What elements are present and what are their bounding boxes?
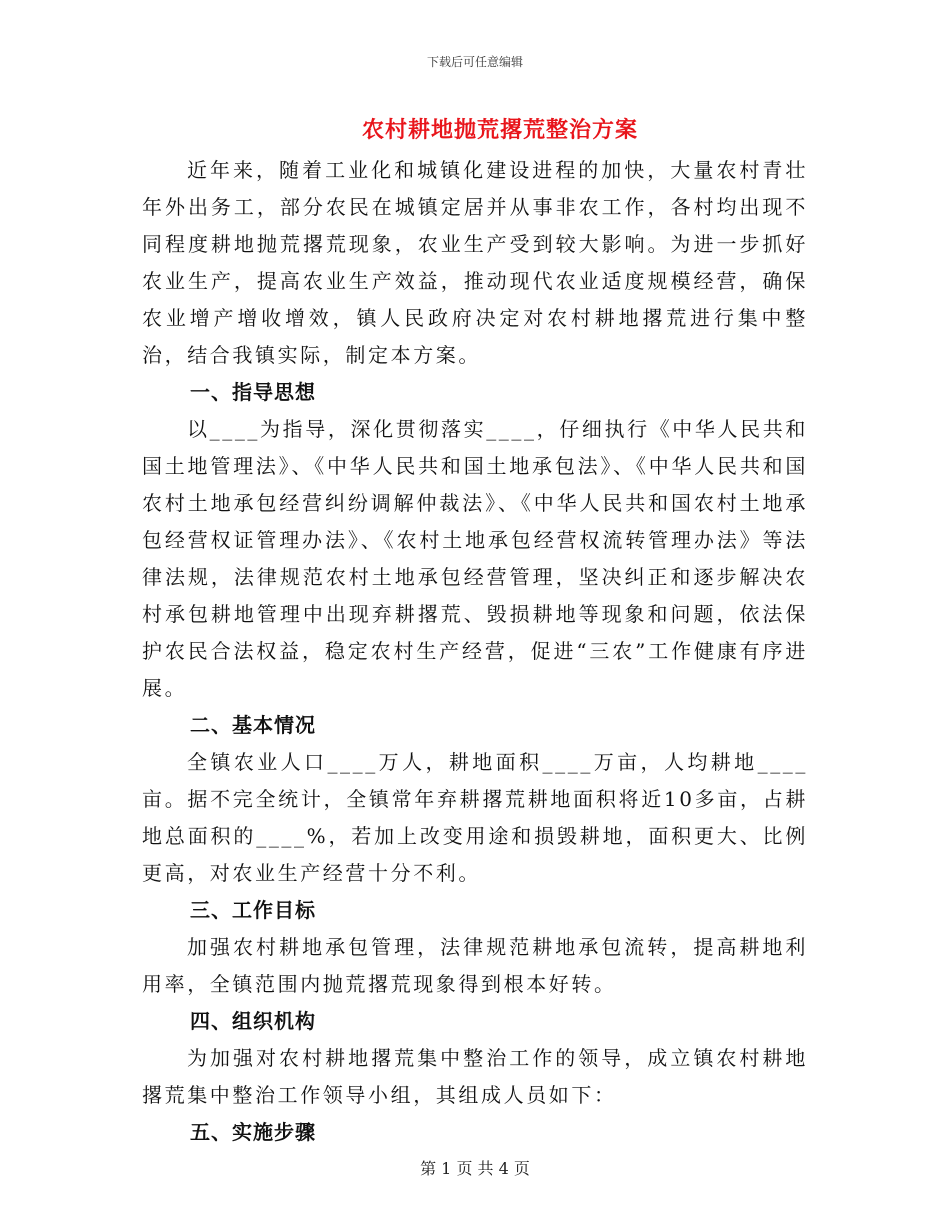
document-body bbox=[142, 152, 808, 1151]
header-note: 下载后可任意编辑 bbox=[426, 55, 523, 69]
section-text-work-goals: 加强农村耕地承包管理，法律规范耕地承包流转，提高耕地利用率，全镇范围内抛荒撂荒现象得到根本好转。 bbox=[142, 935, 808, 996]
section-heading-organization: 四、组织机构 bbox=[190, 1009, 316, 1033]
section-heading-implementation-steps: 五、实施步骤 bbox=[190, 1120, 316, 1144]
section-text-basic-situation: 全镇农业人口____万人，耕地面积____万亩，人均耕地____亩。据不完全统计，全镇常年弃耕撂荒耕地面积将近10多亩，占耕地总面积的____%，若加上改变用途和损毁耕地，面积更大、比例更高，对农业生产经营十分不利。 bbox=[142, 750, 808, 885]
section-heading-work-goals: 三、工作目标 bbox=[190, 898, 316, 922]
intro-paragraph: 近年来，随着工业化和城镇化建设进程的加快，大量农村青壮年外出务工，部分农民在城镇定居并从事非农工作，各村均出现不同程度耕地抛荒撂荒现象，农业生产受到较大影响。为进一步抓好农业生产，提高农业生产效益，推动现代农业适度规模经营，确保农业增产增收增效，镇人民政府决定对农村耕地撂荒进行集中整治，结合我镇实际，制定本方案。 bbox=[142, 158, 808, 367]
section-heading-guiding-ideology: 一、指导思想 bbox=[190, 380, 316, 404]
section-text-guiding-ideology: 以____为指导，深化贯彻落实____，仔细执行《中华人民共和国土地管理法》、《中华人民共和国土地承包法》、《中华人民共和国农村土地承包经营纠纷调解仲裁法》、《中华人民共和国农村土地承包经营权证管理办法》、《农村土地承包经营权流转管理办法》等法律法规，法律规范农村土地承包经营管理，坚决纠正和逐步解决农村承包耕地管理中出现弃耕撂荒、毁损耕地等现象和问题，依法保护农民合法权益，稳定农村生产经营，促进“三农”工作健康有序进展。 bbox=[142, 417, 808, 700]
section-text-organization: 为加强对农村耕地撂荒集中整治工作的领导，成立镇农村耕地撂荒集中整治工作领导小组，其组成人员如下： bbox=[142, 1046, 808, 1107]
page-footer: 第 1 页 共 4 页 bbox=[420, 1159, 530, 1178]
section-heading-basic-situation: 二、基本情况 bbox=[190, 713, 316, 737]
document-title: 农村耕地抛荒撂荒整治方案 bbox=[361, 117, 638, 143]
